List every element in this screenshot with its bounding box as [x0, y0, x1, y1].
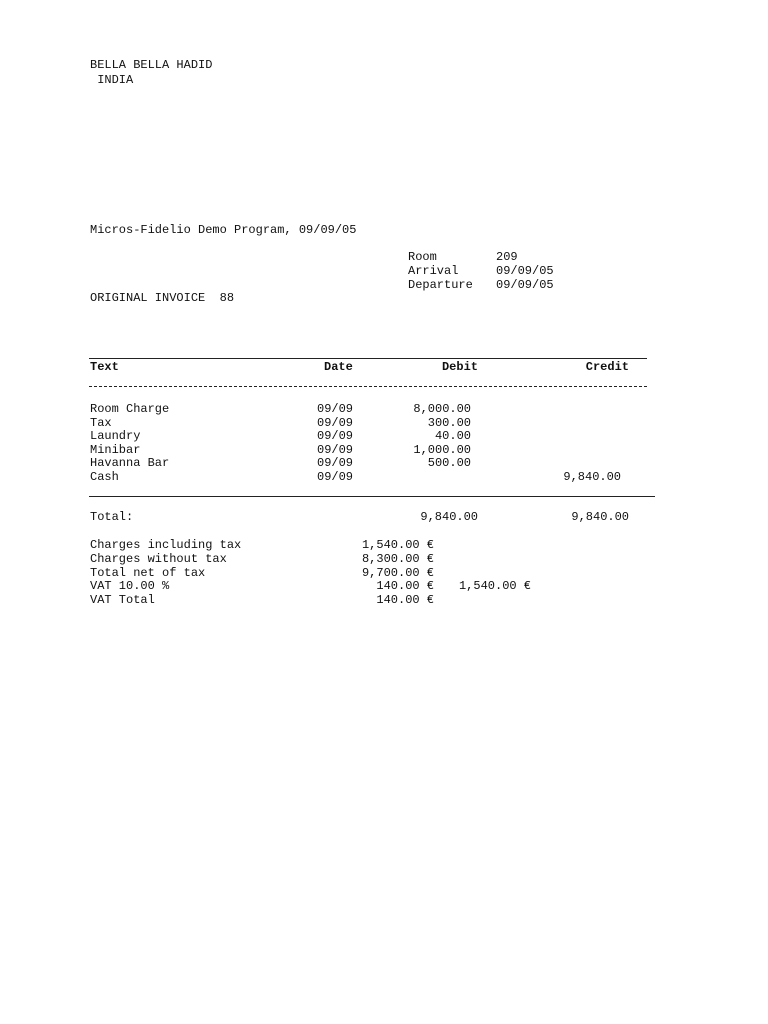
tax-amount: 140.00 €	[376, 579, 434, 594]
tax-label: VAT Total	[90, 593, 155, 607]
row-debit: 500.00	[427, 456, 471, 471]
header-debit: Debit	[441, 360, 478, 374]
tax-label: VAT 10.00 %	[90, 579, 170, 594]
total-debit: 9,840.00	[420, 510, 478, 524]
header-dashed-rule	[89, 386, 647, 387]
arrival-value: 09/09/05	[496, 264, 554, 278]
tax-label: Charges without tax	[90, 551, 227, 566]
guest-country: INDIA	[90, 73, 134, 87]
tax-extra-amount: 1,540.00 €	[458, 579, 531, 594]
header-date: Date	[324, 360, 353, 374]
guest-name: BELLA BELLA HADID	[90, 58, 213, 72]
table-bottom-rule	[89, 496, 655, 497]
tax-amount: 1,540.00 €	[361, 538, 434, 552]
arrival-label: Arrival	[408, 264, 459, 278]
departure-value: 09/09/05	[496, 278, 554, 292]
tax-amount: 140.00 €	[376, 593, 434, 607]
header-credit: Credit	[585, 360, 629, 374]
row-text: Havanna Bar	[90, 456, 170, 471]
row-debit: 300.00	[427, 415, 471, 430]
total-label: Total:	[90, 510, 134, 524]
row-date: 09/09	[317, 470, 354, 484]
row-date: 09/09	[317, 442, 354, 457]
row-text: Cash	[90, 470, 119, 484]
row-text: Laundry	[90, 429, 141, 444]
row-credit: 9,840.00	[563, 470, 621, 484]
header-text: Text	[90, 360, 119, 374]
total-credit: 9,840.00	[571, 510, 629, 524]
invoice-title: ORIGINAL INVOICE 88	[90, 291, 235, 305]
row-text: Room Charge	[90, 402, 170, 416]
row-date: 09/09	[317, 429, 354, 444]
row-debit: 40.00	[434, 429, 471, 444]
room-value: 209	[496, 250, 518, 264]
row-date: 09/09	[317, 456, 354, 471]
row-debit: 1,000.00	[413, 442, 471, 457]
room-label: Room	[408, 250, 437, 264]
row-date: 09/09	[317, 415, 354, 430]
tax-amount: 9,700.00 €	[361, 565, 434, 580]
row-text: Minibar	[90, 442, 141, 457]
row-debit: 8,000.00	[413, 402, 471, 416]
departure-label: Departure	[408, 278, 473, 292]
program-line: Micros-Fidelio Demo Program, 09/09/05	[90, 223, 357, 237]
row-date: 09/09	[317, 402, 354, 416]
tax-label: Total net of tax	[90, 565, 206, 580]
row-text: Tax	[90, 415, 112, 430]
table-top-rule	[89, 358, 647, 359]
tax-amount: 8,300.00 €	[361, 551, 434, 566]
tax-label: Charges including tax	[90, 538, 242, 552]
